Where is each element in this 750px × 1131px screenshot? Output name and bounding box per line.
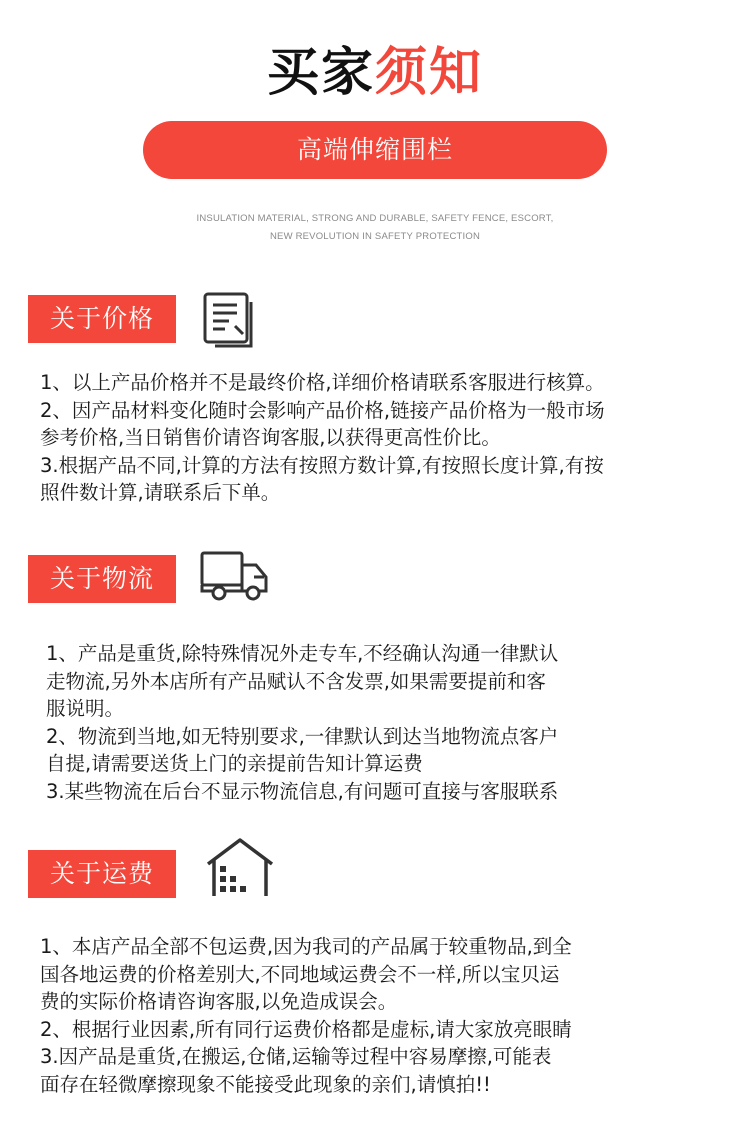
- product-banner-pill: 高端伸缩围栏: [143, 121, 607, 179]
- price-note-line: 2、因产品材料变化随时会影响产品价格,链接产品价格为一般市场: [40, 398, 605, 422]
- section-label-price: 关于价格: [28, 295, 176, 343]
- price-note-line: 照件数计算,请联系后下单。: [40, 481, 281, 504]
- logistics-note-line: 3.某些物流在后台不显示物流信息,有问题可直接与客服联系: [46, 779, 559, 803]
- shipping-note-line: 1、本店产品全部不包运费,因为我司的产品属于较重物品,到全: [40, 935, 572, 958]
- tagline-line-1: INSULATION MATERIAL, STRONG AND DURABLE, SAFETY FENCE, ESCORT,: [196, 213, 554, 224]
- price-note-line: 参考价格,当日销售价请咨询客服,以获得更高性价比。: [40, 426, 501, 449]
- price-note-line: 3.根据产品不同,计算的方法有按照方数计算,有按照长度计算,有按: [40, 453, 604, 477]
- shipping-notes: [40, 933, 572, 1098]
- logistics-note-line: 1、产品是重货,除特殊情况外走专车,不经确认沟通一律默认: [46, 642, 559, 665]
- section-label-shipping: 关于运费: [28, 850, 176, 898]
- shipping-note-line: 国各地运费的价格差别大,不同地域运费会不一样,所以宝贝运: [40, 962, 560, 986]
- title-black-part: 买家: [266, 43, 375, 103]
- shipping-note-line: 2、根据行业因素,所有同行运费价格都是虚标,请大家放亮眼睛: [40, 1017, 572, 1041]
- logistics-note-line: 2、物流到当地,如无特别要求,一律默认到达当地物流点客户: [46, 724, 559, 748]
- shipping-note-line: 面存在轻微摩擦现象不能接受此现象的亲们,请慎拍!!: [40, 1072, 491, 1096]
- shipping-note-line: 费的实际价格请咨询客服,以免造成误会。: [40, 990, 398, 1013]
- logistics-notes: [46, 640, 558, 805]
- logistics-note-line: 服说明。: [46, 697, 125, 720]
- price-notes: [40, 369, 605, 507]
- logistics-note-line: 走物流,另外本店所有产品赋认不含发票,如果需要提前和客: [46, 669, 546, 693]
- house-icon: [204, 836, 276, 904]
- section-label-logistics: 关于物流: [28, 555, 176, 603]
- tagline-line-2: NEW REVOLUTION IN SAFETY PROTECTION: [269, 231, 481, 242]
- shipping-note-line: 3.因产品是重货,在搬运,仓储,运输等过程中容易摩擦,可能表: [40, 1045, 552, 1068]
- truck-icon: [198, 547, 270, 611]
- document-icon: [201, 290, 261, 354]
- price-note-line: 1、以上产品价格并不是最终价格,详细价格请联系客服进行核算。: [40, 371, 605, 394]
- page-title: [0, 38, 750, 108]
- title-red-part: 须知: [375, 43, 484, 103]
- logistics-note-line: 自提,请需要送货上门的亲提前告知计算运费: [46, 752, 423, 775]
